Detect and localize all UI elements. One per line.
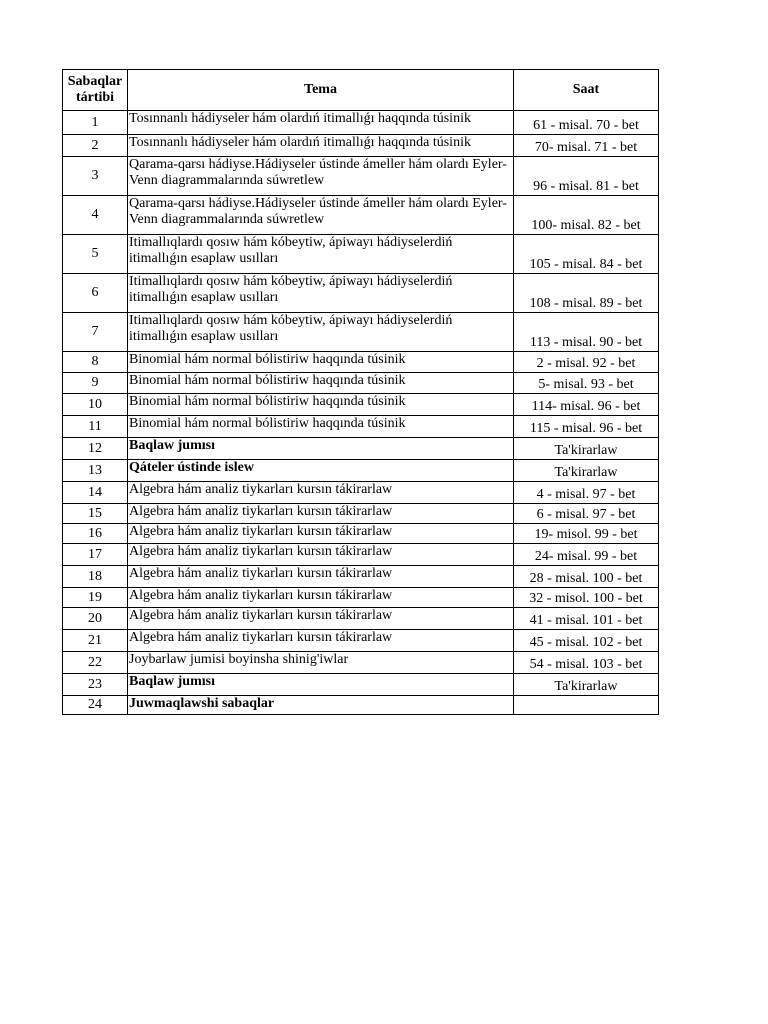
header-topic: Tema <box>128 70 514 111</box>
table-row <box>63 135 659 157</box>
row-hours: 4 - misal. 97 - bet <box>514 482 659 504</box>
table-row <box>63 674 659 696</box>
row-topic: Qarama-qarsı hádiyse.Hádiyseler ústinde ámeller hám olardı Eyler-Venn diagrammalarında súwretlew <box>128 157 514 196</box>
row-topic: Tosınnanlı hádiyseler hám olardıń itimallıǵı haqqında túsinik <box>128 135 514 157</box>
table-row <box>63 394 659 416</box>
table-row <box>63 157 659 196</box>
table-row <box>63 524 659 544</box>
row-number: 21 <box>63 630 128 652</box>
row-number: 22 <box>63 652 128 674</box>
row-number: 15 <box>63 504 128 524</box>
row-number: 11 <box>63 416 128 438</box>
row-number: 5 <box>63 235 128 274</box>
table-row <box>63 460 659 482</box>
row-number: 3 <box>63 157 128 196</box>
row-hours: 24- misal. 99 - bet <box>514 544 659 566</box>
row-hours: 105 - misal. 84 - bet <box>514 235 659 274</box>
row-hours: Ta'kirarlaw <box>514 438 659 460</box>
row-topic: Binomial hám normal bólistiriw haqqında túsinik <box>128 373 514 394</box>
row-topic: Tosınnanlı hádiyseler hám olardıń itimallıǵı haqqında túsinik <box>128 111 514 135</box>
row-hours: 6 - misal. 97 - bet <box>514 504 659 524</box>
row-number: 6 <box>63 274 128 313</box>
row-topic: Itimallıqlardı qosıw hám kóbeytiw, ápiwayı hádiyselerdiń itimallıǵın esaplaw usılları <box>128 274 514 313</box>
row-hours: 45 - misal. 102 - bet <box>514 630 659 652</box>
row-hours: 108 - misal. 89 - bet <box>514 274 659 313</box>
row-hours: 96 - misal. 81 - bet <box>514 157 659 196</box>
row-topic: Itimallıqlardı qosıw hám kóbeytiw, ápiwayı hádiyselerdiń itimallıǵın esaplaw usılları <box>128 313 514 352</box>
row-number: 4 <box>63 196 128 235</box>
row-topic: Qarama-qarsı hádiyse.Hádiyseler ústinde ámeller hám olardı Eyler-Venn diagrammalarında súwretlew <box>128 196 514 235</box>
table-row <box>63 235 659 274</box>
row-hours <box>514 696 659 715</box>
row-topic: Algebra hám analiz tiykarları kursın tákirarlaw <box>128 504 514 524</box>
row-hours: 61 - misal. 70 - bet <box>514 111 659 135</box>
row-number: 14 <box>63 482 128 504</box>
row-number: 24 <box>63 696 128 715</box>
table-row <box>63 274 659 313</box>
row-number: 16 <box>63 524 128 544</box>
row-topic: Itimallıqlardı qosıw hám kóbeytiw, ápiwayı hádiyselerdiń itimallıǵın esaplaw usılları <box>128 235 514 274</box>
row-number: 9 <box>63 373 128 394</box>
row-topic: Binomial hám normal bólistiriw haqqında túsinik <box>128 416 514 438</box>
row-hours: 113 - misal. 90 - bet <box>514 313 659 352</box>
row-topic: Juwmaqlawshi sabaqlar <box>128 696 514 715</box>
table-row <box>63 416 659 438</box>
row-topic: Baqlaw jumısı <box>128 674 514 696</box>
row-number: 19 <box>63 588 128 608</box>
row-hours: 28 - misal. 100 - bet <box>514 566 659 588</box>
table-row <box>63 588 659 608</box>
row-topic: Binomial hám normal bólistiriw haqqında túsinik <box>128 394 514 416</box>
table-row <box>63 652 659 674</box>
row-topic: Algebra hám analiz tiykarları kursın tákirarlaw <box>128 588 514 608</box>
row-hours: 115 - misal. 96 - bet <box>514 416 659 438</box>
row-topic: Algebra hám analiz tiykarları kursın tákirarlaw <box>128 524 514 544</box>
row-number: 7 <box>63 313 128 352</box>
row-topic: Joybarlaw jumisi boyinsha shinig'iwlar <box>128 652 514 674</box>
lesson-plan-table <box>62 69 659 715</box>
row-topic: Algebra hám analiz tiykarları kursın tákirarlaw <box>128 566 514 588</box>
row-number: 18 <box>63 566 128 588</box>
row-hours: 100- misal. 82 - bet <box>514 196 659 235</box>
row-topic: Algebra hám analiz tiykarları kursın tákirarlaw <box>128 544 514 566</box>
row-number: 2 <box>63 135 128 157</box>
table-row <box>63 313 659 352</box>
row-number: 17 <box>63 544 128 566</box>
row-number: 23 <box>63 674 128 696</box>
row-hours: 114- misal. 96 - bet <box>514 394 659 416</box>
row-number: 20 <box>63 608 128 630</box>
row-topic: Baqlaw jumısı <box>128 438 514 460</box>
table-row <box>63 438 659 460</box>
row-hours: 19- misol. 99 - bet <box>514 524 659 544</box>
row-hours: 5- misal. 93 - bet <box>514 373 659 394</box>
table-row <box>63 696 659 715</box>
table-row <box>63 352 659 373</box>
row-hours: Ta'kirarlaw <box>514 460 659 482</box>
table-row <box>63 373 659 394</box>
row-number: 12 <box>63 438 128 460</box>
row-number: 8 <box>63 352 128 373</box>
row-topic: Qáteler ústinde islew <box>128 460 514 482</box>
row-hours: 2 - misal. 92 - bet <box>514 352 659 373</box>
row-number: 13 <box>63 460 128 482</box>
row-hours: 54 - misal. 103 - bet <box>514 652 659 674</box>
row-topic: Algebra hám analiz tiykarları kursın tákirarlaw <box>128 482 514 504</box>
header-hours: Saat <box>514 70 659 111</box>
table-row <box>63 608 659 630</box>
table-row <box>63 196 659 235</box>
header-order: Sabaqlar tártibi <box>63 70 128 111</box>
table-row <box>63 566 659 588</box>
table-row <box>63 482 659 504</box>
table-header-row <box>63 70 659 111</box>
table-row <box>63 630 659 652</box>
table-row <box>63 504 659 524</box>
row-hours: Ta'kirarlaw <box>514 674 659 696</box>
row-topic: Binomial hám normal bólistiriw haqqında túsinik <box>128 352 514 373</box>
row-topic: Algebra hám analiz tiykarları kursın tákirarlaw <box>128 630 514 652</box>
row-number: 1 <box>63 111 128 135</box>
table-row <box>63 111 659 135</box>
row-hours: 32 - misol. 100 - bet <box>514 588 659 608</box>
row-hours: 70- misal. 71 - bet <box>514 135 659 157</box>
row-hours: 41 - misal. 101 - bet <box>514 608 659 630</box>
row-topic: Algebra hám analiz tiykarları kursın tákirarlaw <box>128 608 514 630</box>
table-row <box>63 544 659 566</box>
row-number: 10 <box>63 394 128 416</box>
